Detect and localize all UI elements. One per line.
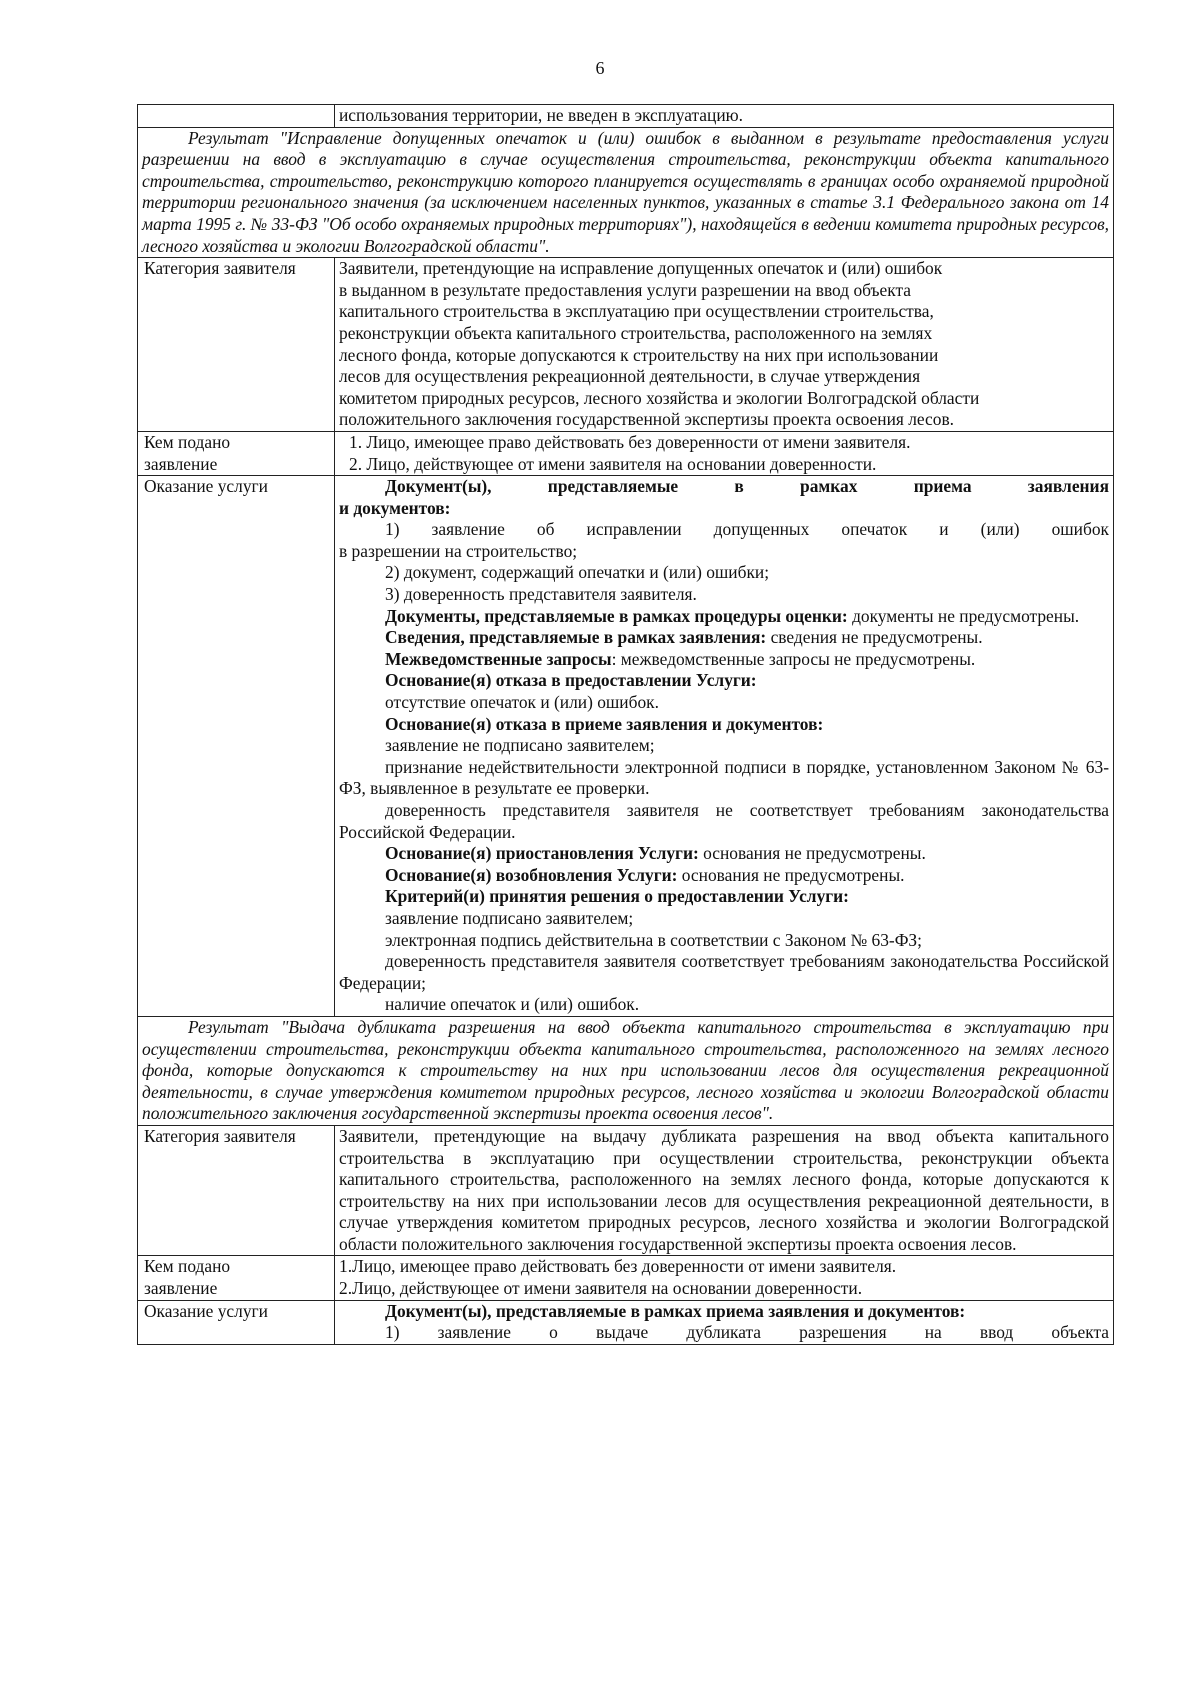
docs-heading: Документ(ы), представляемые в рамках приема заявления и документов: — [385, 1300, 966, 1321]
label-line: Кем подано — [144, 1256, 231, 1277]
table-row — [138, 258, 1114, 432]
label-line: заявление — [144, 1278, 218, 1299]
category-line: положительного заключения государственной экспертизы проекта освоения лесов. — [339, 409, 955, 430]
submitted-cell — [335, 1256, 1114, 1300]
table-row — [138, 1256, 1114, 1300]
doc-item: 1) заявление о выдаче дубликата разрешения на ввод объекта — [385, 1322, 1109, 1343]
category-line: лесов для осуществления рекреационной деятельности, в случае утверждения — [339, 366, 921, 387]
category-line: реконструкции объекта капитального строительства, расположенного на землях — [339, 322, 933, 343]
category-cell — [335, 258, 1114, 432]
resume-paragraph: Основание(я) возобновления Услуги: основания не предусмотрены. — [385, 864, 905, 885]
reject-item: доверенность представителя заявителя не соответствует требованиям законодательства Российской Федерации. — [339, 800, 1109, 842]
table-row — [138, 127, 1114, 258]
table-row — [138, 476, 1114, 1017]
reject-item: признание недействительности электронной подписи в порядке, установленном Законом № 63-ФЗ, выявленное в результате ее проверки. — [339, 756, 1109, 799]
table-row — [138, 1016, 1114, 1125]
doc-item: 2) документ, содержащий опечатки и (или) ошибки; — [385, 562, 770, 583]
row-label: Категория заявителя — [138, 1125, 335, 1256]
list-item: 2. Лицо, действующее от имени заявителя на основании доверенности. — [349, 453, 877, 474]
refusal-heading: Основание(я) отказа в предоставлении Услуги: — [385, 670, 757, 691]
table-row — [138, 431, 1114, 475]
service-cell — [335, 1300, 1114, 1344]
row-label — [138, 431, 335, 475]
row-label: Оказание услуги — [138, 1300, 335, 1344]
list-item: 2.Лицо, действующее от имени заявителя на основании доверенности. — [339, 1278, 863, 1299]
row-label — [138, 1256, 335, 1300]
result-heading-2 — [138, 1016, 1114, 1125]
docs-heading: Документ(ы), представляемые в рамках приема заявления — [385, 476, 1109, 497]
result-text: Результат "Исправление допущенных опечаток и (или) ошибок в выданном в результате предоставления услуги разрешении на ввод в эксплуатацию в случае осуществления строительства, реконструкции объекта капитального строительства, строительство, реконструкцию которого планируется осуществлять в границах особо охраняемой природной территории регионального значения (за исключением населенных пунктов, указанных в статье 3.1 Федерального закона от 14 марта 1995 г. № 33-ФЗ "Об особо охраняемых природных территориях"), находящейся в ведении комитета природных ресурсов, лесного хозяйства и экологии Волгоградской области". — [142, 127, 1109, 256]
list-item: 1. Лицо, имеющее право действовать без доверенности от имени заявителя. — [349, 431, 911, 452]
criteria-item: электронная подпись действительна в соответствии с Законом № 63-ФЗ; — [385, 929, 922, 950]
interdep-paragraph: Межведомственные запросы: межведомственные запросы не предусмотрены. — [385, 648, 976, 669]
table-row — [138, 1300, 1114, 1344]
criteria-item: заявление подписано заявителем; — [385, 907, 634, 928]
reject-item: заявление не подписано заявителем; — [385, 735, 655, 756]
continuation-cell: использования территории, не введен в эксплуатацию. — [335, 105, 1114, 128]
category-line: Заявители, претендующие на исправление допущенных опечаток и (или) ошибок — [339, 258, 943, 279]
table-row — [138, 105, 1114, 128]
row-label: Оказание услуги — [138, 476, 335, 1017]
page-number: 6 — [595, 58, 605, 78]
category-text: Заявители, претендующие на выдачу дубликата разрешения на ввод объекта капитального строительства в эксплуатацию при осуществлении строительства, реконструкции объекта капитального строительства, расположенного на землях лесного фонда, которые допускаются к строительству на них при использовании лесов для осуществления рекреационной деятельности, в случае утверждения комитетом природных ресурсов, лесного хозяйства и экологии Волгоградской области положительного заключения государственной экспертизы проекта освоения лесов. — [339, 1125, 1109, 1254]
suspend-paragraph: Основание(я) приостановления Услуги: основания не предусмотрены. — [385, 843, 926, 864]
docs-heading-cont: и документов: — [339, 497, 451, 518]
category-line: комитетом природных ресурсов, лесного хозяйства и экологии Волгоградской области — [339, 387, 980, 408]
service-table — [137, 104, 1114, 1345]
doc-item: 1) заявление об исправлении допущенных опечаток и (или) ошибок — [385, 519, 1109, 540]
category-line: лесного фонда, которые допускаются к строительству на них при использовании — [339, 344, 939, 365]
table-row — [138, 1125, 1114, 1256]
list-item: 1.Лицо, имеющее право действовать без доверенности от имени заявителя. — [339, 1256, 897, 1277]
category-cell — [335, 1125, 1114, 1256]
empty-cell — [138, 105, 335, 128]
category-line: капитального строительства в эксплуатацию при осуществлении строительства, — [339, 301, 934, 322]
result-text: Результат "Выдача дубликата разрешения на ввод объекта капитального строительства в эксплуатацию при осуществлении строительства, реконструкции объекта капитального строительства, расположенного на землях лесного фонда, которые допускаются к строительству на них при использовании лесов для осуществления рекреационной деятельности, в случае утверждения комитетом природных ресурсов, лесного хозяйства и экологии Волгоградской области положительного заключения государственной экспертизы проекта освоения лесов". — [142, 1016, 1109, 1124]
label-line: заявление — [144, 453, 218, 474]
doc-item: в разрешении на строительство; — [339, 540, 578, 561]
category-line: в выданном в результате предоставления услуги разрешении на ввод объекта — [339, 279, 912, 300]
doc-item: 3) доверенность представителя заявителя. — [385, 584, 697, 605]
criteria-heading: Критерий(и) принятия решения о предоставлении Услуги: — [385, 886, 849, 907]
result-heading-1 — [138, 127, 1114, 258]
refusal-item: отсутствие опечаток и (или) ошибок. — [385, 692, 659, 713]
criteria-item: доверенность представителя заявителя соответствует требованиям законодательства Российской Федерации; — [339, 951, 1109, 993]
row-label: Категория заявителя — [138, 258, 335, 432]
info-paragraph: Сведения, представляемые в рамках заявления: сведения не предусмотрены. — [385, 627, 983, 648]
label-line: Кем подано — [144, 431, 231, 452]
submitted-cell — [335, 431, 1114, 475]
reject-heading: Основание(я) отказа в приеме заявления и документов: — [385, 713, 824, 734]
service-cell — [335, 476, 1114, 1017]
eval-paragraph: Документы, представляемые в рамках процедуры оценки: документы не предусмотрены. — [385, 605, 1080, 626]
criteria-item: наличие опечаток и (или) ошибок. — [385, 994, 640, 1015]
